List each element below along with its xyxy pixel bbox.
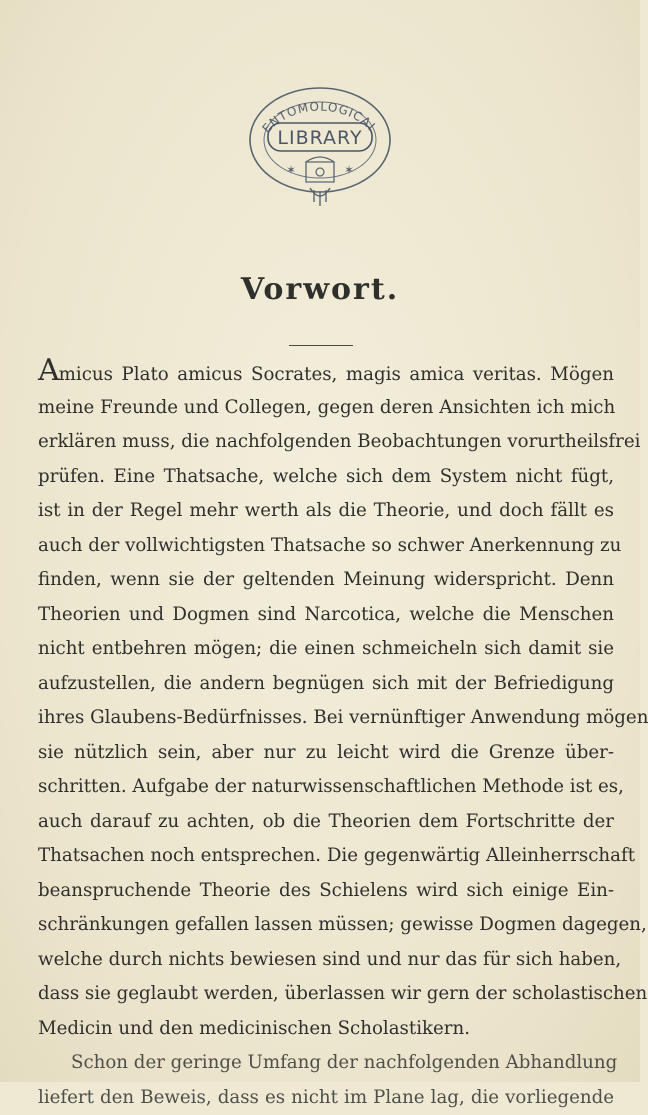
text-line: liefert den Beweis, dass es nicht im Plane lag, die vorliegende: [38, 1081, 614, 1115]
text-line: erklären muss, die nachfolgenden Beobachtungen vorurtheilsfrei: [38, 425, 614, 460]
drop-cap: A: [38, 353, 59, 388]
text-line: beanspruchende Theorie des Schielens wird sich einige Ein-: [38, 874, 614, 909]
text-line: Medicin und den medicinischen Scholastikern.: [38, 1012, 614, 1047]
page-title: Vorwort.: [0, 272, 640, 307]
text-line: finden, wenn sie der geltenden Meinung widerspricht. Denn: [38, 563, 614, 598]
stamp-label: LIBRARY: [277, 127, 362, 149]
title-divider: [289, 345, 353, 346]
library-stamp: [238, 78, 402, 218]
text-line: Theorien und Dogmen sind Narcotica, welche die Menschen: [38, 598, 614, 633]
paragraph: [38, 356, 614, 1046]
text-line: prüfen. Eine Thatsache, welche sich dem System nicht fügt,: [38, 460, 614, 495]
text-line: dass sie geglaubt werden, überlassen wir gern der scholastischen: [38, 977, 614, 1012]
stamp-ring-text: ENTOMOLOGICAL: [260, 99, 381, 135]
preface-text: [38, 356, 614, 1115]
text-line: Amicus Plato amicus Socrates, magis amica veritas. Mögen: [38, 356, 614, 391]
text-line: Schon der geringe Umfang der nachfolgenden Abhandlung: [38, 1046, 614, 1081]
text-line: auch darauf zu achten, ob die Theorien dem Fortschritte der: [38, 805, 614, 840]
text-line: ihres Glaubens-Bedürfnisses. Bei vernünftiger Anwendung mögen: [38, 701, 614, 736]
text-line: Thatsachen noch entsprechen. Die gegenwärtig Alleinherrschaft: [38, 839, 614, 874]
text-line: welche durch nichts bewiesen sind und nur das für sich haben,: [38, 943, 614, 978]
text-line: aufzustellen, die andern begnügen sich mit der Befriedigung: [38, 667, 614, 702]
svg-text:✶: ✶: [286, 163, 296, 177]
text-line: meine Freunde und Collegen, gegen deren Ansichten ich mich: [38, 391, 614, 426]
paragraph: [38, 1046, 614, 1115]
text-line: schränkungen gefallen lassen müssen; gewisse Dogmen dagegen,: [38, 908, 614, 943]
text-line: auch der vollwichtigsten Thatsache so schwer Anerkennung zu: [38, 529, 614, 564]
text-line: ist in der Regel mehr werth als die Theorie, und doch fällt es: [38, 494, 614, 529]
text-line: nicht entbehren mögen; die einen schmeicheln sich damit sie: [38, 632, 614, 667]
text-line: schritten. Aufgabe der naturwissenschaftlichen Methode ist es,: [38, 770, 614, 805]
svg-text:✶: ✶: [344, 163, 354, 177]
text-line: sie nützlich sein, aber nur zu leicht wird die Grenze über-: [38, 736, 614, 771]
